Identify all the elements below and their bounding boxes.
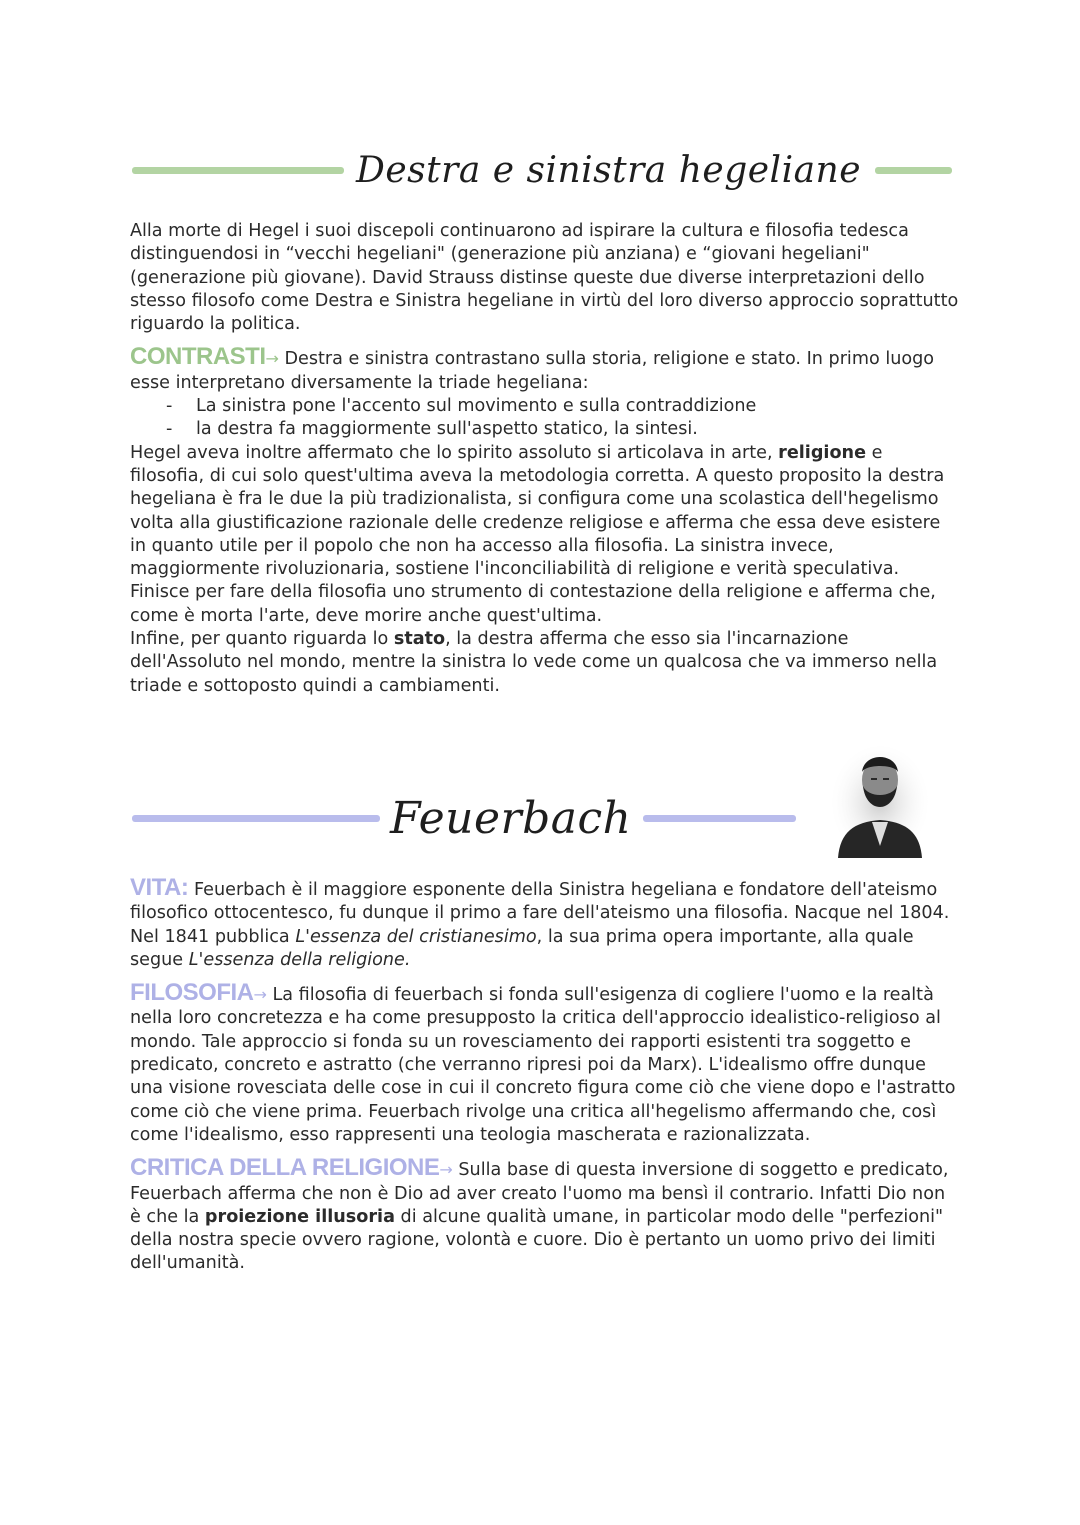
filosofia-label: FILOSOFIA [130, 979, 254, 1007]
section2-title: Feuerbach [390, 792, 632, 844]
contrasti-label: CONTRASTI [130, 343, 266, 371]
contrasti-paragraph [130, 345, 960, 395]
vita-book-2: L'essenza della religione. [188, 949, 411, 970]
stato-bold: stato [393, 629, 446, 650]
stato-text-a: Infine, per quanto riguarda lo [130, 629, 394, 650]
section2-heading [132, 785, 796, 851]
religione-paragraph [130, 442, 960, 628]
contrasti-text: Destra e sinistra contrastano sulla storia, religione e stato. In primo luogo esse interpretano diversamente la triade hegeliana: [130, 349, 935, 393]
intro-paragraph: Alla morte di Hegel i suoi discepoli continuarono ad ispirare la cultura e filosofia tedesca distinguendosi in “vecchi hegeliani" (generazione più anziana) e “giovani hegeliani" (generazione più giovane). David Strauss distinse queste due diverse interpretazioni dello stesso filosofo come Destra e Sinistra hegeliane in virtù del loro diverso approccio soprattutto riguardo la politica. [130, 221, 959, 335]
list-item: - la destra fa maggiormente sull'aspetto statico, la sintesi. [166, 418, 960, 441]
stato-paragraph [130, 628, 960, 698]
religione-bold: religione [778, 442, 867, 463]
vita-paragraph [130, 876, 960, 972]
critica-text-a: Sulla base di questa inversione di soggetto e predicato, Feuerbach afferma che non è Dio ad aver creato l'uomo ma bensì il contrario. Infatti Dio non è che la [130, 1160, 949, 1227]
critica-text-b: di alcune qualità umane, in particolar modo delle "perfezioni" della nostra specie ovvero ragione, volontà e cuore. Dio è pertanto un uomo privo dei limiti dell'umanità. [130, 1206, 944, 1274]
critica-paragraph [130, 1156, 960, 1275]
triade-list [130, 395, 960, 442]
heading-rule-right [643, 815, 796, 822]
arrow-icon: → [253, 985, 267, 1005]
religione-text-a: Hegel aveva inoltre affermato che lo spirito assoluto si articolava in arte, [130, 442, 779, 463]
filosofia-text: La filosofia di feuerbach si fonda sull'esigenza di cogliere l'uomo e la realtà nella loro concretezza e ha come presupposto la critica dell'approccio idealistico-religioso al mondo. Tale approccio si fonda su un rovesciamento dei rapporti esistenti tra soggetto e predicato, concreto e astratto (che verranno ripresi poi da Marx). L'idealismo offre dunque una visione rovesciata delle cose in cui il concreto figura come ciò che viene dopo e l'astratto come ciò che viene prima. Feuerbach rivolge una critica all'hegelismo affermando che, così come l'idealismo, esso rappresenti una teologia mascherata e razionalizzata. [130, 985, 956, 1145]
religione-text-b: e filosofia, di cui solo quest'ultima aveva la metodologia corretta. A questo proposito la destra hegeliana è fra le due la più tradizionalista, si configura come una scolastica dell'hegelismo volta alla giustificazione razionale delle credenze religiose e afferma che essa deve esistere in quanto utile per il popolo che non ha accesso alla filosofia. La sinistra invece, maggiormente rivoluzionaria, sostiene l'inconciliabilità di religione e verità speculativa. Finisce per fare della filosofia uno strumento di contestazione della religione e afferma che, come è morta l'arte, deve morire anche quest'ultima. [130, 442, 945, 626]
feuerbach-portrait-image [832, 742, 928, 858]
list-item: - La sinistra pone l'accento sul movimento e sulla contraddizione [166, 395, 960, 418]
section2-body [130, 876, 960, 1276]
stato-text-b: , la destra afferma che esso sia l'incarnazione dell'Assoluto nel mondo, mentre la sinistra lo vede come un qualcosa che va immerso nella triade e sottoposto quindi a cambiamenti. [130, 629, 938, 696]
heading-rule-left [132, 167, 344, 174]
critica-bold: proiezione illusoria [204, 1206, 395, 1227]
heading-rule-right [875, 167, 952, 174]
arrow-icon: → [265, 349, 279, 369]
filosofia-paragraph [130, 981, 960, 1147]
vita-book-1: L'essenza del cristianesimo [295, 926, 537, 947]
vita-label: VITA: [130, 874, 189, 901]
section1-heading [132, 140, 952, 200]
arrow-icon: → [439, 1160, 453, 1180]
critica-label: CRITICA DELLA RELIGIONE [130, 1154, 440, 1182]
vita-text-a: Feuerbach è il maggiore esponente della Sinistra hegeliana e fondatore dell'ateismo filosofico ottocentesco, fu dunque il primo a fare dell'ateismo una filosofia. Nacque nel 1804. Nel 1841 pubblica [130, 880, 950, 947]
heading-rule-left [132, 815, 380, 822]
vita-text-b: , la sua prima opera importante, alla quale segue [130, 926, 914, 970]
section1-body [130, 220, 960, 698]
section1-title: Destra e sinistra hegeliane [356, 149, 862, 191]
